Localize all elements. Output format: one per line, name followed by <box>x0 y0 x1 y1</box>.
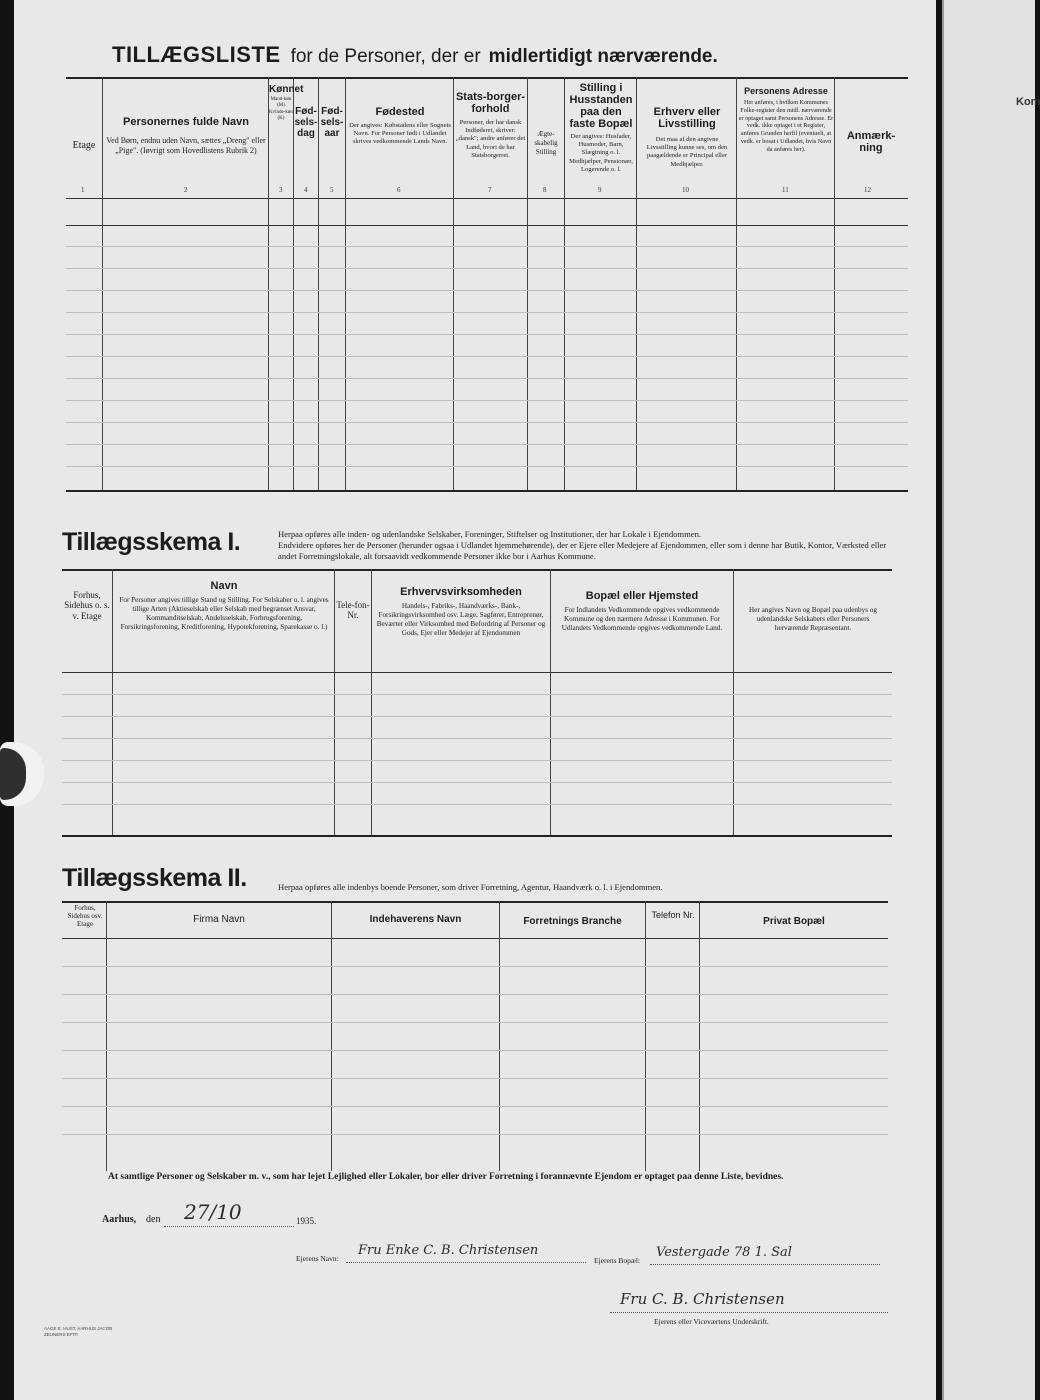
row-line <box>62 716 892 717</box>
row-line <box>62 994 888 995</box>
next-page-edge <box>942 0 1040 1400</box>
col-2-note: Ved Børn, endnu uden Navn, sættes „Dreng" eller „Pige". (Iøvrigt som Hovedlistens Rubrik 2) <box>106 136 266 155</box>
col-divider <box>371 569 372 835</box>
col-7-title: Stats-borger-forhold <box>455 91 526 115</box>
main-table-header-bottom <box>66 225 908 226</box>
col-number: 4 <box>304 186 308 194</box>
printer-mark: AAGE E. HUST, AARHUS JACOB ZEUNERS EFTF. <box>44 1326 113 1337</box>
col-divider <box>112 569 113 835</box>
row-line <box>62 782 892 783</box>
page-title <box>112 42 718 68</box>
col-divider <box>645 901 646 1171</box>
col-2-title: Personernes fulde Navn <box>123 116 249 128</box>
owner-label: Ejerens Navn: <box>296 1254 339 1263</box>
skema1-col4 <box>376 586 546 638</box>
row-line <box>66 378 908 379</box>
col-10-header <box>640 106 734 169</box>
col-10-title: Erhverv eller Livsstilling <box>653 106 721 130</box>
col-number: 2 <box>184 186 188 194</box>
col-number: 7 <box>488 186 492 194</box>
den-label: den <box>146 1214 161 1225</box>
row-line <box>66 290 908 291</box>
skema1-title: Tillægsskema I. <box>62 528 241 556</box>
signature-caption: Ejerens eller Viceværtens Underskrift. <box>654 1317 769 1326</box>
row-line <box>66 466 908 467</box>
address-value: Vestergade 78 1. Sal <box>656 1245 792 1260</box>
attestation: At samtlige Personer og Selskaber m. v., som har lejet Lejlighed eller Lokaler, bor eller driver Forretning i forannævnte Ejendom er optaget paa denne Liste, bevidnes. <box>108 1172 784 1182</box>
main-table-bottom-border <box>66 490 908 492</box>
skema1-bottom-border <box>62 835 892 837</box>
skema1-top-border <box>62 569 892 571</box>
col-divider <box>499 901 500 1171</box>
next-page-text: Kom <box>1016 96 1040 108</box>
col-divider <box>268 77 269 490</box>
col-divider <box>527 77 528 490</box>
col-number: 9 <box>598 186 602 194</box>
place: Aarhus, <box>102 1214 137 1225</box>
address-label: Ejerens Bopæl: <box>594 1256 641 1265</box>
col-number: 11 <box>782 186 789 194</box>
date-line <box>164 1226 294 1227</box>
col-4-title: Fød-sels-dag <box>294 106 318 139</box>
col-divider <box>106 901 107 1171</box>
skema1-col6: Her angives Navn og Bopæl paa udenbys og udenlandske Selskabers eller Personers herværende Repræsentant. <box>749 606 877 632</box>
skema2-col5: Telefon Nr. <box>651 910 695 920</box>
title-middle: for de Personer, der er <box>290 46 481 67</box>
row-line <box>62 804 892 805</box>
col-divider <box>699 901 700 1171</box>
row-line <box>66 356 908 357</box>
skema2-col4: Forretnings Branche <box>523 916 622 927</box>
signature-line <box>610 1312 888 1313</box>
col-9-title: Stilling i Husstanden paa den faste Bopæl <box>569 82 633 130</box>
row-line <box>62 738 892 739</box>
row-line <box>62 760 892 761</box>
col-divider <box>636 77 637 490</box>
row-line <box>66 444 908 445</box>
col-3-note: Mand-køn (M) Kvinde-køn (K) <box>269 97 293 121</box>
skema2-intro: Herpaa opføres alle indenbys boende Personer, som driver Forretning, Agentur, Haandværk o. l. i Ejendommen. <box>278 882 663 892</box>
col-6-header <box>348 106 452 147</box>
col-divider <box>736 77 737 490</box>
skema2-top-border <box>62 901 888 903</box>
col-12-title: Anmærk-ning <box>846 130 896 154</box>
date-value: 27/10 <box>184 1200 242 1224</box>
col-3-header <box>269 84 304 122</box>
col-9-header <box>566 82 636 174</box>
col-divider <box>564 77 565 490</box>
skema1-intro <box>278 529 898 563</box>
skema1-col4-note: Handels-, Fabriks-, Haandværks-, Bank-, Forsikringsvirksomhed osv. Læge, Sagfører, Entreprenør, Beværter eller Virksomhed med Befordring af Personer og Gods, Ejer eller Medejer af Ejendommen <box>376 602 546 637</box>
col-number: 3 <box>279 186 283 194</box>
skema1-col4-title: Erhvervsvirksomheden <box>400 586 522 598</box>
col-2-header <box>106 116 266 156</box>
col-3-title: Kønnet <box>269 84 304 95</box>
col-6-note: Der angives: Købstadens eller Sognets Navn. For Personer født i Udlandet skrives vedkommende Lands Navn. <box>349 122 451 146</box>
col-number: 6 <box>397 186 401 194</box>
skema2-col3: Indehaverens Navn <box>369 914 462 925</box>
row-line <box>62 1078 888 1079</box>
row-line <box>62 1050 888 1051</box>
col-number: 1 <box>81 186 85 194</box>
skema1-col5-note: For Indlandets Vedkommende opgives vedkommende Kommune og den nærmere Adresse i Kommunen. For Udlandets Vedkommende opgives vedkommende Land. <box>561 606 723 632</box>
col-divider <box>345 77 346 490</box>
title-emphasis: midlertidigt nærværende. <box>488 46 718 67</box>
skema1-intro-line1: Herpaa opføres alle inden- og udenlandske Selskaber, Foreninger, Stiftelser og Institutioner, der har Lokale i Ejendommen. <box>278 529 702 539</box>
col-11-header <box>738 86 834 153</box>
col-number: 10 <box>682 186 689 194</box>
col-7-header <box>455 91 526 160</box>
col-8-header <box>529 130 563 156</box>
skema1-col3: Tele-fon-Nr. <box>336 600 370 621</box>
col-number: 8 <box>543 186 547 194</box>
skema1-col2 <box>118 580 330 632</box>
col-1-header <box>66 140 102 151</box>
col-4-header <box>294 106 318 139</box>
row-line <box>62 1106 888 1107</box>
owner-line <box>346 1262 586 1263</box>
col-11-note: Her anføres, i hvilken Kommunes Folke-register den midl. nærværende er optaget samt Personens Adresse. Er vedk. ikke optaget i et Register, anføres Grunden herfil (eventuelt, at vedk. er bosat i Udlandet, hvis Navn da anføres her). <box>738 99 834 153</box>
col-9-note: Der angives: Husfader, Husmoder, Barn, Slægtning o. l. Medhjælper, Pensionær, Logerende o. l. <box>569 133 633 173</box>
skema1-col5 <box>555 590 729 633</box>
col-number: 12 <box>864 186 871 194</box>
col-7-note: Personer, der har dansk Indfødsret, skriver: „dansk"; andre anfører det Land, hvori de har Statsborgerret. <box>455 119 526 159</box>
col-5-title: Fød-sels-aar <box>320 106 344 139</box>
col-divider <box>102 77 103 490</box>
skema2-header-bottom <box>62 938 888 939</box>
col-10-note: Det maa af den angivne Livsstilling kunne ses, om den paagældende er Principal eller Medhjælper. <box>646 136 728 168</box>
col-divider <box>453 77 454 490</box>
col-6-title: Fødested <box>375 106 425 118</box>
signature: Fru C. B. Christensen <box>620 1290 785 1308</box>
col-12-header <box>836 130 906 154</box>
col-divider <box>834 77 835 490</box>
row-line <box>62 694 892 695</box>
skema1-col5-title: Bopæl eller Hjemsted <box>585 590 699 602</box>
skema2-title: Tillægsskema II. <box>62 864 247 892</box>
col-divider <box>733 569 734 835</box>
col-1-title: Etage <box>72 140 96 151</box>
col-8-title: Ægte-skabelig Stilling <box>534 130 558 156</box>
row-line <box>62 966 888 967</box>
row-line <box>66 268 908 269</box>
skema1-header-bottom <box>62 672 892 673</box>
row-line <box>66 400 908 401</box>
main-table-top-border <box>66 77 908 79</box>
skema1-col2-note: For Personer angives tillige Stand og Stilling. For Selskaber o. l. angives tillige Arten (Aktieselskab eller Selskab med begrænset Ansvar, Kommanditselskab, Andelsselskab, Forbrugsforening, Forsikringsforening, Kreditforening, Hypotekforening, Sparekasse o. l.) <box>119 596 329 631</box>
skema1-col1: Forhus, Sidehus o. s. v. Etage <box>64 590 110 621</box>
col-5-header <box>319 106 345 139</box>
year: 1935. <box>296 1216 317 1226</box>
skema2-col2: Firma Navn <box>193 914 245 925</box>
title-main: TILLÆGSLISTE <box>112 42 281 67</box>
main-table-number-line <box>66 198 908 199</box>
col-11-title: Personens Adresse <box>744 86 828 96</box>
skema2-col6: Privat Bopæl <box>763 916 825 927</box>
row-line <box>66 334 908 335</box>
row-line <box>66 246 908 247</box>
col-divider <box>550 569 551 835</box>
owner-value: Fru Enke C. B. Christensen <box>358 1243 539 1258</box>
skema2-col1: Forhus, Sidehus osv. Etage <box>67 904 103 929</box>
skema1-col2-title: Navn <box>210 580 238 592</box>
col-number: 5 <box>330 186 334 194</box>
row-line <box>62 1134 888 1135</box>
form-page <box>14 0 936 1400</box>
row-line <box>62 1022 888 1023</box>
row-line <box>66 422 908 423</box>
skema1-intro-line2: Endvidere opføres her de Personer (herunder ogsaa i Udlandet hjemmehørende), der er Ejere eller Medejere af Ejendommen, eller som i denne har Butik, Kontor, Værksted eller andet Forretningslokale, alt forsaavidt vedkommende Personer ikke bor i Aarhus Kommune. <box>278 540 887 562</box>
address-line <box>650 1264 880 1265</box>
row-line <box>66 312 908 313</box>
col-divider <box>331 901 332 1171</box>
